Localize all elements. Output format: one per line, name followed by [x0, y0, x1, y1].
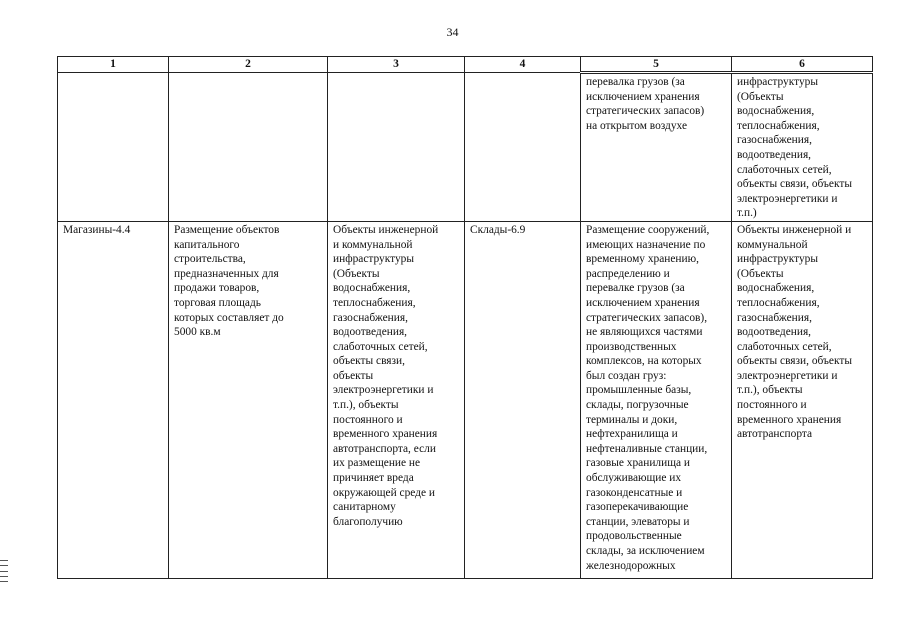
cell-row2-col2: Размещение объектов капитального строительства, предназначенных для продажи товаров, торговая площадь которых составляет до 5000 кв.м	[169, 221, 328, 578]
cell-row2-col6: Объекты инженерной и коммунальной инфраструктуры (Объекты водоснабжения, теплоснабжения, газоснабжения, водоотведения, слаботочных сетей, объекты связи, объекты электроэнергетики и т.п.), объекты постоянного и временного хранения автотранспорта	[732, 221, 873, 578]
page-number: 34	[446, 25, 459, 39]
column-header-6: 6	[732, 57, 873, 73]
cell-row2-col5: Размещение сооружений, имеющих назначение по временному хранению, распределению и перевалке грузов (за исключением хранения стратегических запасов), не являющихся частями производственных комплексов, на которых был создан груз: промышленные базы, склады, погрузочные терминалы и доки, нефтехранилища и нефтеналивные станции, газовые хранилища и обслуживающие их газоконденсатные и газоперекачивающие станции, элеваторы и продовольственные склады, за исключением железнодорожных	[581, 221, 732, 578]
cell-row2-col3: Объекты инженерной и коммунальной инфраструктуры (Объекты водоснабжения, теплоснабжения, газоснабжения, водоотведения, слаботочных сетей, объекты связи, объекты электроэнергетики и т.п.), объекты постоянного и временного хранения автотранспорта, если их размещение не причиняет вреда окружающей среде и санитарному благополучию	[328, 221, 465, 578]
column-header-5: 5	[581, 57, 732, 73]
table-row	[58, 221, 873, 578]
scan-margin-mark	[0, 560, 8, 582]
cell-row2-col1: Магазины-4.4	[58, 221, 169, 578]
cell-row2-col4: Склады-6.9	[465, 221, 581, 578]
column-header-2: 2	[169, 57, 328, 73]
cell-row1-col5: перевалка грузов (за исключением хранения стратегических запасов) на открытом воздухе	[581, 73, 732, 222]
column-header-3: 3	[328, 57, 465, 73]
cell-row1-col2	[169, 73, 328, 222]
cell-row1-col4	[465, 73, 581, 222]
table-header-row	[58, 57, 873, 73]
cell-row1-col6: инфраструктуры (Объекты водоснабжения, теплоснабжения, газоснабжения, водоотведения, слаботочных сетей, объекты связи, объекты электроэнергетики и т.п.)	[732, 73, 873, 222]
column-header-1: 1	[58, 57, 169, 73]
cell-row1-col3	[328, 73, 465, 222]
table-row	[58, 73, 873, 222]
cell-row1-col1	[58, 73, 169, 222]
column-header-4: 4	[465, 57, 581, 73]
zoning-table	[57, 56, 873, 579]
